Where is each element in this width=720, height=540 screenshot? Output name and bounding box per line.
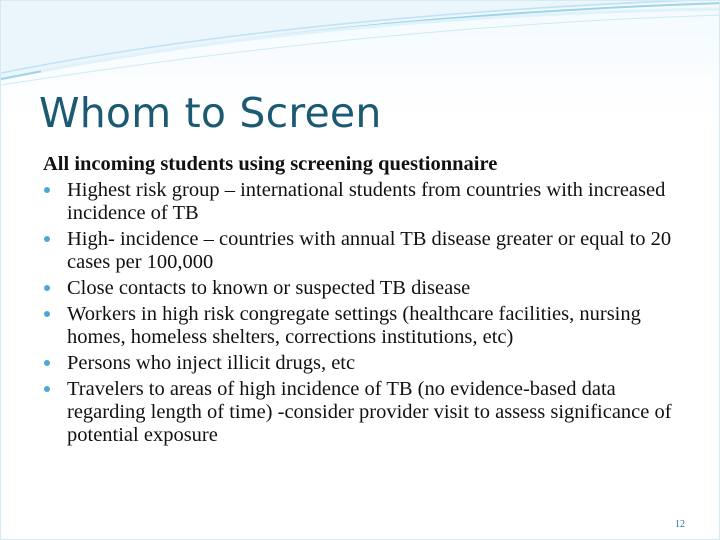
bullet-text: Highest risk group – international students from countries with increased incidence of TB [67, 179, 666, 224]
bullet-icon [44, 236, 50, 242]
list-item [43, 352, 693, 375]
bullet-text: Workers in high risk congregate settings (healthcare facilities, nursing homes, homeless shelters, corrections institutions, etc) [67, 303, 641, 348]
bullet-icon [44, 285, 50, 291]
bullet-list [43, 179, 693, 447]
bullet-icon [44, 360, 50, 366]
slide-title: Whom to Screen [39, 89, 382, 137]
lead-line: All incoming students using screening questionnaire [43, 153, 498, 175]
list-item [43, 277, 693, 300]
bullet-text: Persons who inject illicit drugs, etc [67, 352, 356, 374]
bullet-icon [44, 187, 50, 193]
page-number: 12 [675, 519, 685, 530]
bullet-text: High- incidence – countries with annual TB disease greater or equal to 20 cases per 100,000 [67, 228, 672, 273]
list-item [43, 378, 693, 447]
decorative-swoosh [1, 1, 720, 91]
bullet-text: Travelers to areas of high incidence of TB (no evidence-based data regarding length of time) -consider provider visit to assess significance of potential exposure [67, 378, 672, 446]
list-item [43, 228, 693, 274]
bullet-text: Close contacts to known or suspected TB disease [67, 277, 471, 299]
slide-body [43, 153, 693, 450]
bullet-icon [44, 311, 50, 317]
bullet-icon [44, 386, 50, 392]
list-item [43, 179, 693, 225]
list-item [43, 303, 693, 349]
